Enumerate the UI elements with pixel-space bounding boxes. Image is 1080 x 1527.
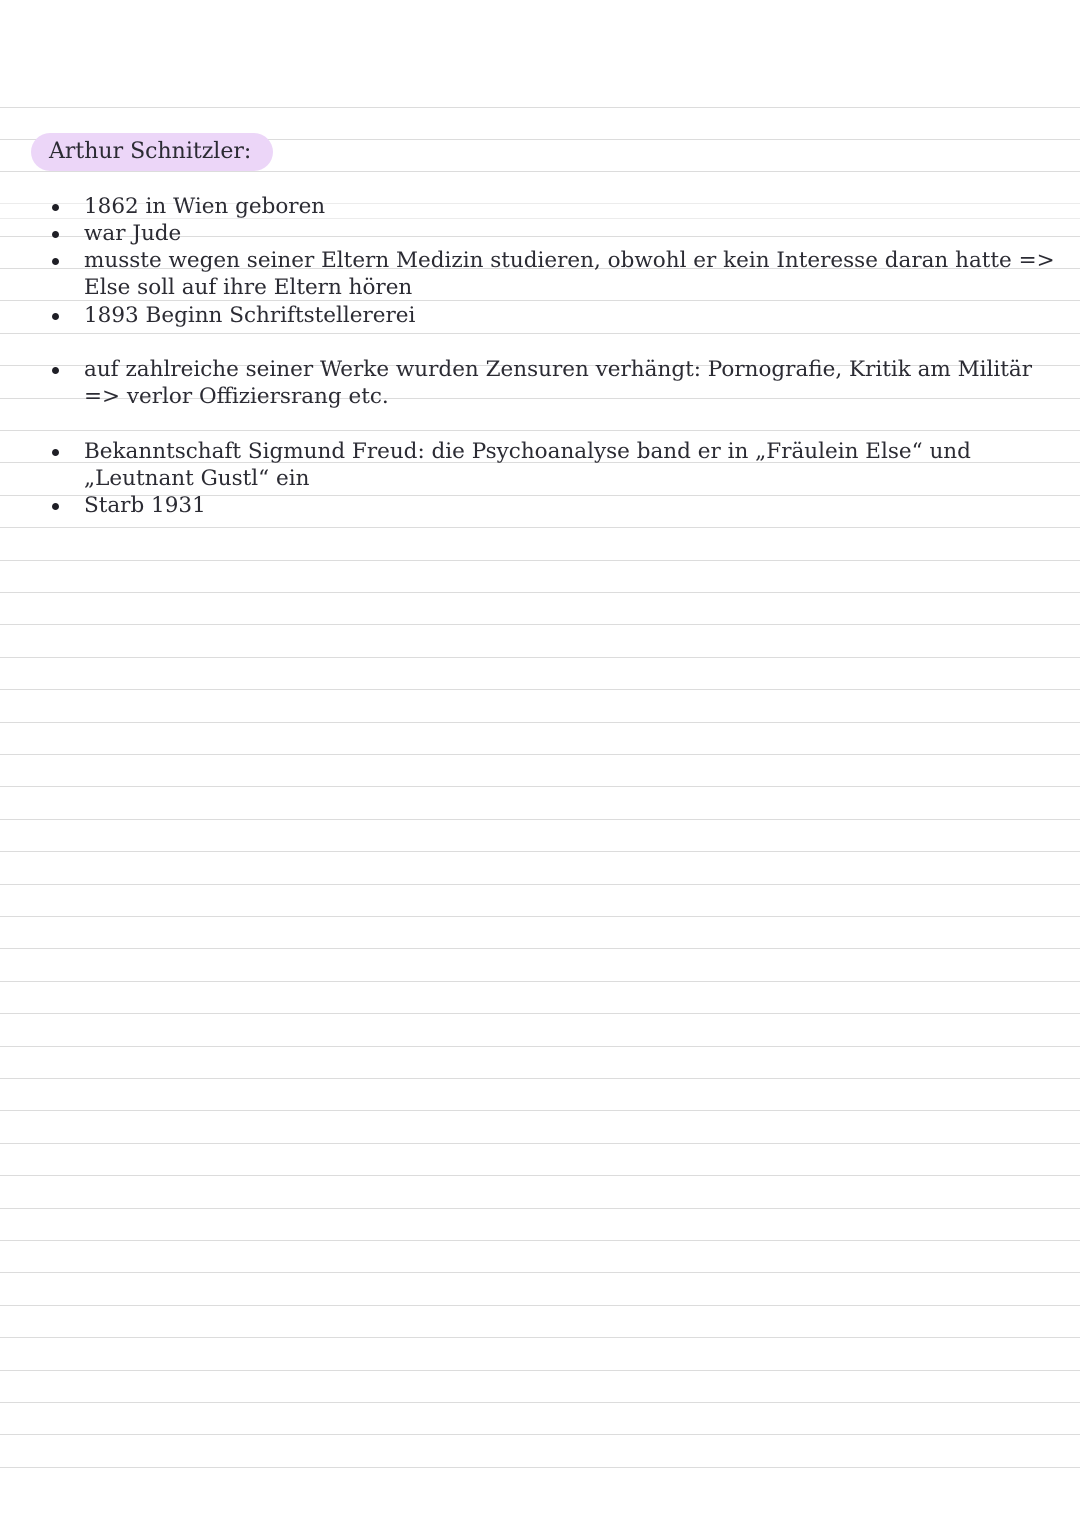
ruled-line: [0, 171, 1080, 172]
ruled-line: [0, 1467, 1080, 1468]
ruled-line: [0, 430, 1080, 431]
ruled-line: [0, 722, 1080, 723]
ruled-line: [0, 819, 1080, 820]
list-item: [84, 302, 984, 329]
note-heading: Arthur Schnitzler:: [31, 133, 273, 171]
ruled-line: [0, 527, 1080, 528]
bullet-dot: [52, 204, 59, 211]
list-item-text: Else soll auf ihre Eltern hören: [84, 275, 413, 300]
list-item: [84, 193, 984, 220]
ruled-line: [0, 1143, 1080, 1144]
ruled-line: [0, 1110, 1080, 1111]
ruled-line: [0, 754, 1080, 755]
ruled-line: [0, 107, 1080, 108]
ruled-line: [0, 786, 1080, 787]
list-item-text: 1893 Beginn Schriftstellererei: [84, 303, 416, 328]
bullet-dot: [52, 367, 59, 374]
list-item: [84, 220, 984, 247]
ruled-line: [0, 333, 1080, 334]
bullet-dot: [52, 258, 59, 265]
ruled-line: [0, 1434, 1080, 1435]
ruled-line: [0, 1370, 1080, 1371]
ruled-line: [0, 624, 1080, 625]
ruled-line: [0, 592, 1080, 593]
ruled-line: [0, 689, 1080, 690]
bullet-dot: [52, 231, 59, 238]
list-item-text: 1862 in Wien geboren: [84, 194, 326, 219]
list-item-text: musste wegen seiner Eltern Medizin studieren, obwohl er kein Interesse daran hatte =>: [84, 248, 1055, 273]
ruled-line: [0, 916, 1080, 917]
ruled-line: [0, 1013, 1080, 1014]
list-item-text: Bekanntschaft Sigmund Freud: die Psychoanalyse band er in „Fräulein Else“ und: [84, 439, 971, 464]
list-item: [84, 492, 984, 519]
ruled-line: [0, 851, 1080, 852]
ruled-line: [0, 1402, 1080, 1403]
bullet-dot: [52, 503, 59, 510]
ruled-line: [0, 560, 1080, 561]
ruled-line: [0, 1240, 1080, 1241]
list-item-text: => verlor Offiziersrang etc.: [84, 384, 389, 409]
ruled-line: [0, 1046, 1080, 1047]
ruled-line: [0, 1208, 1080, 1209]
list-item-text: „Leutnant Gustl“ ein: [84, 466, 310, 491]
ruled-line: [0, 948, 1080, 949]
ruled-line: [0, 1078, 1080, 1079]
ruled-line: [0, 657, 1080, 658]
ruled-line: [0, 1337, 1080, 1338]
ruled-line: [0, 1305, 1080, 1306]
ruled-line: [0, 884, 1080, 885]
list-item: [84, 356, 1033, 410]
list-item: [84, 438, 984, 492]
bullet-dot: [52, 449, 59, 456]
list-item-text: war Jude: [84, 221, 182, 246]
list-item-text: Starb 1931: [84, 493, 206, 518]
ruled-line: [0, 1272, 1080, 1273]
list-item: [84, 247, 1055, 301]
bullet-dot: [52, 313, 59, 320]
list-item-text: auf zahlreiche seiner Werke wurden Zensuren verhängt: Pornografie, Kritik am Militär: [84, 357, 1033, 382]
ruled-line: [0, 981, 1080, 982]
ruled-line: [0, 1175, 1080, 1176]
